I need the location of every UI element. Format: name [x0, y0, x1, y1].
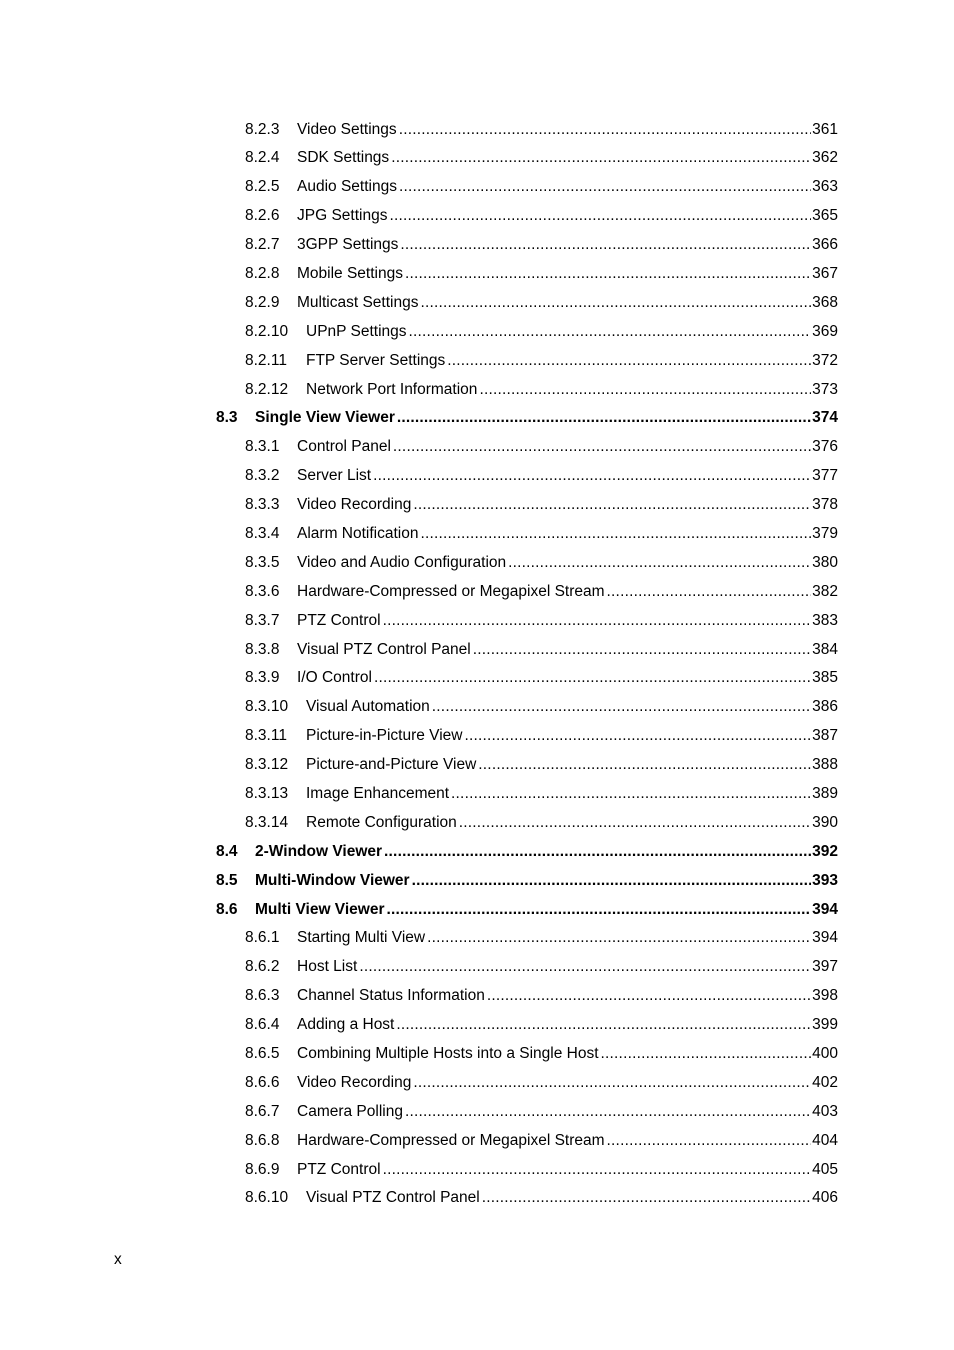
toc-entry-number: 8.2.6 — [245, 207, 280, 225]
toc-dot-leader — [383, 607, 812, 636]
toc-subsection-entry[interactable] — [0, 318, 838, 347]
toc-subsection-entry[interactable] — [0, 1069, 838, 1098]
toc-entry-number: 8.6.4 — [245, 1016, 280, 1034]
toc-entry-title: 2-Window Viewer — [255, 842, 383, 860]
toc-dot-leader — [413, 491, 811, 520]
toc-dot-leader — [487, 982, 811, 1011]
toc-subsection-entry[interactable] — [0, 1127, 838, 1156]
toc-entry-number: 8.2.10 — [245, 322, 289, 340]
toc-dot-leader — [399, 173, 811, 202]
toc-entry-number: 8.3.14 — [245, 813, 289, 831]
toc-entry-number: 8.3.2 — [245, 467, 280, 485]
toc-entry-page: 362 — [812, 149, 838, 167]
toc-dot-leader — [465, 722, 812, 751]
toc-dot-leader — [447, 347, 811, 376]
toc-entry-number: 8.3.3 — [245, 496, 280, 514]
toc-entry-number: 8.3.7 — [245, 611, 280, 629]
toc-entry-page: 387 — [812, 727, 838, 745]
toc-dot-leader — [396, 1011, 811, 1040]
toc-entry-number: 8.3.13 — [245, 784, 289, 802]
toc-dot-leader — [393, 433, 811, 462]
toc-dot-leader — [432, 693, 811, 722]
toc-entry-number: 8.2.5 — [245, 178, 280, 196]
toc-entry-title: FTP Server Settings — [306, 351, 446, 369]
toc-entry-number: 8.2.3 — [245, 120, 280, 138]
toc-entry-title: Video Settings — [297, 120, 397, 138]
toc-subsection-entry[interactable] — [0, 260, 838, 289]
toc-entry-page: 402 — [812, 1073, 838, 1091]
toc-subsection-entry[interactable] — [0, 751, 838, 780]
toc-dot-leader — [601, 1040, 812, 1069]
toc-entry-page: 389 — [812, 784, 838, 802]
toc-entry-title: Alarm Notification — [297, 524, 419, 542]
toc-entry-number: 8.6.10 — [245, 1189, 289, 1207]
toc-entry-title: Video and Audio Configuration — [297, 553, 507, 571]
toc-entry-number: 8.6.5 — [245, 1045, 280, 1062]
toc-entry-title: Adding a Host — [297, 1016, 395, 1034]
toc-subsection-entry[interactable] — [0, 924, 838, 953]
toc-subsection-entry[interactable] — [0, 636, 838, 665]
toc-entry-number: 8.6 — [216, 900, 238, 918]
toc-entry-number: 8.2.12 — [245, 380, 289, 398]
toc-entry-number: 8.2.7 — [245, 236, 280, 254]
toc-entry-page: 394 — [812, 900, 838, 918]
toc-entry-title: Network Port Information — [306, 380, 478, 398]
toc-entry-number: 8.6.8 — [245, 1131, 280, 1149]
toc-entry-title: Combining Multiple Hosts into a Single Host — [297, 1045, 599, 1062]
toc-subsection-entry[interactable] — [0, 1184, 838, 1213]
toc-entry-number: 8.5 — [216, 871, 238, 889]
toc-subsection-entry[interactable] — [0, 578, 838, 607]
toc-entry-page: 384 — [812, 640, 838, 658]
toc-entry-title: Audio Settings — [297, 178, 397, 196]
toc-entry-number: 8.3.4 — [245, 524, 280, 542]
toc-entry-page: 373 — [812, 380, 838, 398]
toc-entry-title: Video Recording — [297, 1073, 412, 1091]
toc-entry-page: 361 — [812, 120, 838, 138]
toc-entry-title: Host List — [297, 958, 358, 976]
toc-entry-page: 369 — [812, 322, 838, 340]
toc-entry-page: 393 — [812, 871, 838, 889]
toc-dot-leader — [374, 664, 811, 693]
toc-entry-page: 378 — [812, 496, 838, 514]
toc-dot-leader — [409, 318, 812, 347]
toc-entry-title: Multi View Viewer — [255, 900, 385, 918]
toc-entry-title: Single View Viewer — [255, 409, 395, 427]
toc-entry-number: 8.2.4 — [245, 149, 280, 167]
toc-section-entry[interactable] — [0, 404, 838, 433]
toc-entry-number: 8.6.3 — [245, 987, 280, 1005]
toc-entry-title: Picture-in-Picture View — [306, 727, 463, 745]
toc-dot-leader — [607, 578, 812, 607]
toc-entry-page: 397 — [812, 958, 838, 976]
toc-dot-leader — [387, 896, 812, 925]
toc-subsection-entry[interactable] — [0, 231, 838, 260]
toc-entry-page: 368 — [812, 293, 838, 311]
toc-entry-title: Server List — [297, 467, 372, 485]
toc-entry-title: Visual PTZ Control Panel — [297, 640, 471, 658]
toc-subsection-entry[interactable] — [0, 780, 838, 809]
toc-entry-page: 390 — [812, 813, 838, 831]
toc-dot-leader — [399, 116, 811, 145]
toc-subsection-entry[interactable] — [0, 549, 838, 578]
toc-dot-leader — [459, 809, 811, 838]
toc-entry-number: 8.2.11 — [245, 351, 287, 369]
toc-entry-number: 8.3.9 — [245, 669, 280, 687]
toc-entry-page: 388 — [812, 756, 838, 774]
toc-entry-page: 404 — [812, 1131, 838, 1149]
toc-entry-page: 365 — [812, 207, 838, 225]
toc-entry-title: Multicast Settings — [297, 293, 419, 311]
toc-entry-page: 380 — [812, 553, 838, 571]
toc-entry-number: 8.3.11 — [245, 727, 287, 745]
toc-dot-leader — [479, 376, 811, 405]
toc-subsection-entry[interactable] — [0, 1156, 838, 1185]
toc-entry-page: 405 — [812, 1160, 838, 1178]
toc-subsection-entry[interactable] — [0, 520, 838, 549]
toc-entry-page: 392 — [812, 842, 838, 860]
toc-entry-title: JPG Settings — [297, 207, 388, 225]
toc-entry-title: PTZ Control — [297, 1160, 381, 1178]
toc-subsection-entry[interactable] — [0, 1011, 838, 1040]
toc-entry-number: 8.3 — [216, 409, 238, 427]
toc-dot-leader — [400, 231, 811, 260]
toc-dot-leader — [413, 1069, 811, 1098]
toc-dot-leader — [508, 549, 811, 578]
toc-entry-title: PTZ Control — [297, 611, 381, 629]
toc-entry-number: 8.6.9 — [245, 1160, 280, 1178]
toc-dot-leader — [405, 260, 811, 289]
toc-subsection-entry[interactable] — [0, 289, 838, 318]
toc-entry-page: 367 — [812, 264, 838, 282]
toc-entry-number: 8.3.6 — [245, 582, 280, 600]
toc-entry-number: 8.3.8 — [245, 640, 280, 658]
toc-subsection-entry[interactable] — [0, 376, 838, 405]
toc-subsection-entry[interactable] — [0, 144, 838, 173]
toc-subsection-entry[interactable] — [0, 202, 838, 231]
toc-entry-title: Camera Polling — [297, 1102, 403, 1120]
toc-subsection-entry[interactable] — [0, 953, 838, 982]
toc-subsection-entry[interactable] — [0, 462, 838, 491]
toc-entry-page: 363 — [812, 178, 838, 196]
toc-entry-page: 377 — [812, 467, 838, 485]
toc-entry-title: Mobile Settings — [297, 264, 403, 282]
toc-dot-leader — [405, 1098, 811, 1127]
toc-entry-title: Multi-Window Viewer — [255, 871, 410, 889]
table-of-contents — [0, 116, 954, 1214]
toc-entry-number: 8.6.7 — [245, 1102, 280, 1120]
toc-entry-title: Picture-and-Picture View — [306, 756, 477, 774]
toc-dot-leader — [607, 1127, 812, 1156]
toc-dot-leader — [473, 636, 811, 665]
toc-subsection-entry[interactable] — [0, 722, 838, 751]
toc-subsection-entry[interactable] — [0, 607, 838, 636]
toc-dot-leader — [427, 924, 811, 953]
toc-entry-page: 398 — [812, 987, 838, 1005]
toc-entry-page: 372 — [812, 351, 838, 369]
toc-dot-leader — [373, 462, 811, 491]
toc-section-entry[interactable] — [0, 867, 838, 896]
toc-entry-title: Control Panel — [297, 438, 391, 456]
toc-entry-title: Video Recording — [297, 496, 412, 514]
toc-subsection-entry[interactable] — [0, 693, 838, 722]
toc-entry-title: Hardware-Compressed or Megapixel Stream — [297, 582, 605, 600]
toc-entry-number: 8.3.5 — [245, 553, 280, 571]
toc-dot-leader — [482, 1184, 811, 1213]
toc-subsection-entry[interactable] — [0, 982, 838, 1011]
toc-section-entry[interactable] — [0, 896, 838, 925]
toc-dot-leader — [391, 144, 811, 173]
toc-entry-number: 8.6.6 — [245, 1073, 280, 1091]
toc-dot-leader — [412, 867, 812, 896]
toc-subsection-entry[interactable] — [0, 1098, 838, 1127]
page-number: x — [114, 1251, 122, 1268]
toc-entry-page: 382 — [812, 582, 838, 600]
toc-entry-number: 8.6.1 — [245, 929, 280, 947]
toc-entry-number: 8.3.12 — [245, 756, 289, 774]
toc-entry-page: 394 — [812, 929, 838, 947]
toc-entry-page: 379 — [812, 524, 838, 542]
toc-dot-leader — [420, 520, 811, 549]
toc-entry-number: 8.2.9 — [245, 293, 280, 311]
toc-entry-title: Visual Automation — [306, 698, 430, 716]
toc-entry-title: Channel Status Information — [297, 987, 485, 1005]
toc-entry-page: 406 — [812, 1189, 838, 1207]
toc-subsection-entry[interactable] — [0, 491, 838, 520]
toc-dot-leader — [384, 838, 811, 867]
toc-entry-page: 399 — [812, 1016, 838, 1034]
toc-dot-leader — [359, 953, 811, 982]
toc-subsection-entry[interactable] — [0, 173, 838, 202]
toc-dot-leader — [451, 780, 811, 809]
toc-subsection-entry[interactable] — [0, 433, 838, 462]
toc-subsection-entry[interactable] — [0, 347, 838, 376]
toc-entry-title: SDK Settings — [297, 149, 390, 167]
toc-entry-title: Visual PTZ Control Panel — [306, 1189, 480, 1207]
toc-entry-page: 385 — [812, 669, 838, 687]
toc-dot-leader — [397, 404, 811, 433]
toc-section-entry[interactable] — [0, 838, 838, 867]
toc-entry-title: UPnP Settings — [306, 322, 407, 340]
toc-subsection-entry[interactable] — [0, 664, 838, 693]
toc-entry-title: Image Enhancement — [306, 784, 450, 802]
toc-entry-title: I/O Control — [297, 669, 372, 687]
toc-entry-page: 383 — [812, 611, 838, 629]
toc-subsection-entry[interactable] — [0, 1040, 838, 1069]
toc-entry-number: 8.2.8 — [245, 264, 280, 282]
toc-entry-page: 400 — [812, 1045, 838, 1062]
toc-entry-title: 3GPP Settings — [297, 236, 399, 254]
toc-entry-page: 374 — [812, 409, 838, 427]
toc-entry-title: Starting Multi View — [297, 929, 426, 947]
toc-dot-leader — [383, 1156, 812, 1185]
toc-entry-title: Remote Configuration — [306, 813, 457, 831]
toc-entry-number: 8.4 — [216, 842, 238, 860]
toc-entry-number: 8.3.1 — [245, 438, 280, 456]
toc-entry-page: 386 — [812, 698, 838, 716]
toc-dot-leader — [389, 202, 811, 231]
toc-subsection-entry[interactable] — [0, 116, 838, 145]
toc-entry-page: 376 — [812, 438, 838, 456]
toc-subsection-entry[interactable] — [0, 809, 838, 838]
toc-entry-page: 366 — [812, 236, 838, 254]
toc-dot-leader — [420, 289, 811, 318]
toc-entry-page: 403 — [812, 1102, 838, 1120]
toc-entry-title: Hardware-Compressed or Megapixel Stream — [297, 1131, 605, 1149]
toc-entry-number: 8.6.2 — [245, 958, 280, 976]
toc-entry-number: 8.3.10 — [245, 698, 289, 716]
toc-dot-leader — [478, 751, 811, 780]
